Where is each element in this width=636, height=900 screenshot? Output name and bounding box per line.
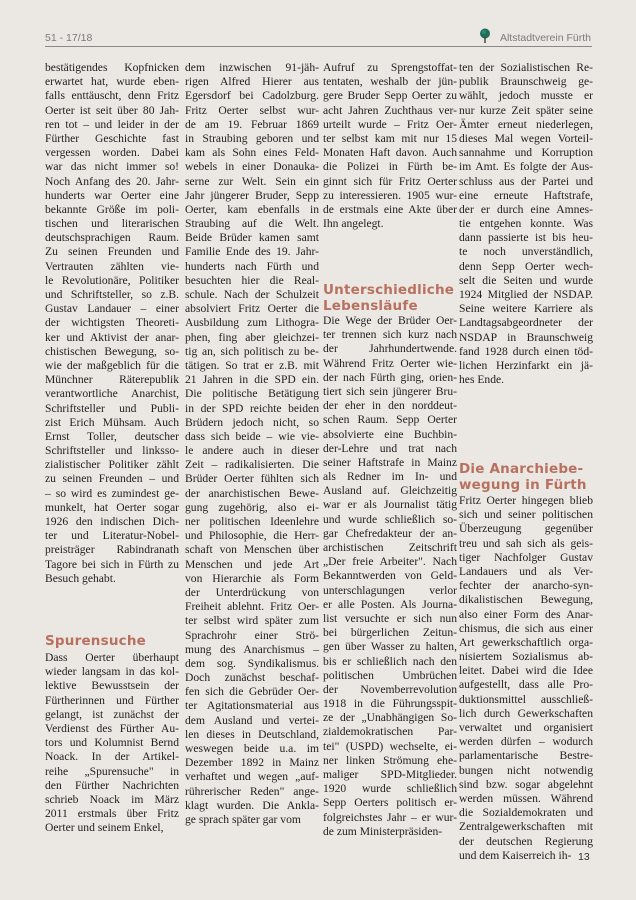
- text-line: hunderts nach Fürth und: [185, 259, 319, 273]
- text-line: len dieses in Deutschland,: [185, 727, 319, 741]
- text-line: ner linken Strömung ehe-: [323, 753, 457, 767]
- text-line: 2011 erstmals über Fritz: [45, 807, 179, 821]
- text-line: Ernst Toller, deutscher: [45, 429, 179, 443]
- paragraph: [323, 61, 457, 231]
- text-line: werden dürfen – wodurch: [459, 735, 593, 749]
- text-line: Zentralgewerkschaften mit: [459, 820, 593, 834]
- text-line: weswegen beide u.a. im: [185, 742, 319, 755]
- text-line: werden müssen. Während: [459, 791, 593, 805]
- text-line: publik Braunschweig ge-: [459, 75, 593, 89]
- text-line: eine erneute Haftstrafe,: [459, 188, 593, 202]
- text-line: treu und sah sich als geis-: [459, 536, 593, 550]
- text-line: ner politischen Ideenlehre: [185, 515, 319, 528]
- text-line: wie der maßgeblich für die: [45, 358, 179, 372]
- text-line: Ämter erneut niederlegen,: [459, 117, 593, 131]
- text-line: ren tot – und leider in der: [45, 117, 179, 131]
- text-line: und Philosophie, die Herr-: [185, 529, 319, 543]
- text-line: in der SPD reichte beiden: [185, 401, 319, 415]
- text-line: Dezember 1892 in Mainz: [185, 756, 319, 770]
- text-line: lichen Herzinfarkt ein jä-: [459, 358, 593, 372]
- text-line: Monaten Haft davon. Auch: [323, 146, 457, 160]
- text-line: bungen nicht notwendig: [459, 763, 593, 777]
- text-line: dann passierte ist bis heu-: [459, 231, 593, 245]
- text-line: vergessen worden. Dabei: [45, 146, 179, 160]
- paragraph: [45, 61, 179, 586]
- text-line: erwartet hat, wurde eben-: [45, 75, 179, 89]
- text-line: dem sog. Syndikalismus.: [185, 656, 319, 670]
- text-line: 21 Jahren in die SPD ein.: [185, 373, 319, 387]
- text-line: tiert sich sein jüngerer Bru-: [323, 384, 457, 398]
- text-line: Ausland auf. Gleichzeitig: [323, 484, 457, 498]
- text-line: fen sich die Gebrüder Oer-: [185, 685, 319, 699]
- text-line: maliger SPD-Mitglieder.: [323, 768, 457, 781]
- text-line: und wurde schließlich so-: [323, 512, 457, 526]
- text-line: NSDAP in Braunschweig: [459, 330, 593, 344]
- section-heading: [459, 462, 593, 493]
- text-line: der eher in den norddeut-: [323, 399, 457, 413]
- text-line: dem Ausland und vertei-: [185, 713, 319, 727]
- text-line: bestätigendes Kopfnicken: [45, 61, 179, 74]
- paragraph: [45, 651, 179, 835]
- text-line: Münchner Räterepublik: [45, 373, 179, 387]
- text-line: 1918 in die Führungsspit-: [323, 697, 457, 711]
- text-line: nur kurze Zeit später seine: [459, 103, 593, 117]
- text-line: die Sozialdemokraten und: [459, 806, 593, 820]
- text-line: als Redner im In- und: [323, 470, 457, 484]
- text-line: deutschsprachigen Raum.: [45, 231, 179, 245]
- text-line: reihe „Spurensuche" in: [45, 764, 179, 778]
- text-line: denn Sepp Oerter wech-: [459, 259, 593, 273]
- text-line: hunderts war Oerter eine: [45, 188, 179, 202]
- text-line: munkelt, hat Oerter sogar: [45, 500, 179, 514]
- text-line: von Hierarchie als Form: [185, 571, 319, 585]
- text-line: Gustav Landauer – einer: [45, 302, 179, 316]
- text-line: Landauers und als Ver-: [459, 564, 593, 578]
- text-line: politischen Umbrüchen: [323, 668, 457, 682]
- text-line: archistischen Zeitschrift: [323, 541, 457, 554]
- text-line: Oerter und seinem Enkel,: [45, 821, 164, 835]
- text-line: Seine weitere Karriere als: [459, 302, 593, 316]
- text-line: der-Lehre und trat nach: [323, 441, 457, 455]
- text-line: Noack. In der Artikel-: [45, 750, 179, 764]
- text-line: Doch zunächst beschaf-: [185, 671, 319, 685]
- text-line: leitet. Dabei wird die Idee: [459, 664, 593, 678]
- text-line: bis er schließlich nach den: [323, 654, 457, 668]
- text-line: sannahme und Korruption: [459, 146, 593, 160]
- text-line: gere Bruder Sepp Oerter zu: [323, 89, 457, 103]
- text-line: tig an, sich politisch zu be-: [185, 344, 319, 358]
- text-line: Fritz Oerter hingegen blieb: [459, 494, 593, 507]
- text-line: tätigen. So trat er z.B. mit: [185, 358, 319, 372]
- text-line: tei" (USPD) wechselte, ei-: [323, 739, 457, 753]
- text-line: Zu seinen Freunden und: [45, 245, 179, 259]
- text-line: 1926 den indischen Dich-: [45, 515, 179, 528]
- text-line: webels in einer Donauka-: [185, 160, 319, 174]
- text-line: ter trennen sich kurz nach: [323, 328, 457, 342]
- text-line: fechter der anarcho-syn-: [459, 579, 593, 593]
- text-line: wieder langsam in das kol-: [45, 665, 179, 679]
- text-line: parlamentarische Bestre-: [459, 749, 593, 763]
- text-line: Straubing auf die Welt.: [185, 217, 319, 231]
- text-line: tischen und literarischen: [45, 217, 179, 231]
- text-line: bei bürgerlichen Zeitun-: [323, 626, 457, 640]
- text-line: Menschen und jede Art: [185, 557, 319, 571]
- text-line: dem inzwischen 91-jäh-: [185, 61, 319, 74]
- text-line: tiger Nachfolger Gustav: [459, 550, 593, 564]
- text-line: Dass Oerter überhaupt: [45, 651, 179, 664]
- text-line: de am 19. Februar 1869: [185, 117, 319, 131]
- text-line: der Novemberrevolution: [323, 682, 457, 696]
- text-line: Egersdorf bei Cadolzburg.: [185, 89, 319, 103]
- text-line: im Amt. Es folgte der Aus-: [459, 160, 593, 174]
- text-line: ten der Sozialistischen Re-: [459, 61, 593, 74]
- text-line: de zum Ministerpräsiden-: [323, 824, 443, 838]
- text-line: Bekanntwerden von Geld-: [323, 569, 457, 583]
- text-line: Freiheit ablehnt. Fritz Oer-: [185, 600, 319, 614]
- issue-number: 51 - 17/18: [45, 32, 93, 44]
- text-line: Landtagsabgeordneter der: [459, 316, 593, 330]
- text-line: der Jahrhundertwende.: [323, 342, 457, 356]
- text-line: folgreichstes Jahr – er wur-: [323, 810, 457, 824]
- text-line: Ausbildung zum Lithogra-: [185, 316, 319, 330]
- text-line: verwaltet und organisiert: [459, 721, 593, 734]
- text-line: falls enttäuscht, denn Fritz: [45, 89, 179, 103]
- text-line: 1924 Mitglied der NSDAP.: [459, 288, 593, 301]
- text-line: selt die Seiten und wurde: [459, 273, 593, 287]
- text-line: Die politische Betätigung: [185, 387, 319, 401]
- text-line: schen Raum. Sepp Oerter: [323, 413, 457, 427]
- text-line: fand 1928 durch einen töd-: [459, 344, 593, 358]
- text-line: die Polizei in Fürth be-: [323, 160, 457, 174]
- text-line: gung zugehörig, also ei-: [185, 500, 319, 514]
- text-line: den Fürther Nachrichten: [45, 778, 179, 792]
- text-line: sind bzw. sogar abgelehnt: [459, 777, 593, 791]
- text-line: ze der „Unabhängigen So-: [323, 711, 457, 725]
- heading-line: Unterschiedliche: [323, 282, 455, 298]
- section-heading: [45, 634, 179, 650]
- text-line: absolviert Fritz Oerter die: [185, 302, 319, 316]
- text-line: zu interessieren. 1905 wur-: [323, 188, 457, 202]
- text-line: de erstmals eine Akte über: [323, 202, 457, 216]
- paragraph: [185, 61, 319, 827]
- text-line: lich durch Gewerkschaften: [459, 706, 593, 720]
- text-line: tors und Kolumnist Bernd: [45, 736, 179, 750]
- text-line: dieses Mal wegen Vorteil-: [459, 131, 593, 145]
- paragraph: [459, 61, 593, 387]
- text-line: Vertrauten zählten vie-: [45, 259, 179, 273]
- text-line: le andere auch in dieser: [185, 444, 319, 458]
- text-line: preisträger Rabindranath: [45, 543, 179, 557]
- text-line: ker und Aktivist der anar-: [45, 330, 179, 344]
- text-line: der deutschen Regierung: [459, 834, 593, 848]
- text-line: schrieb Noack im März: [45, 792, 179, 806]
- text-line: Verdienst des Fürther Au-: [45, 721, 179, 735]
- text-line: aufgestellt, dass alle Pro-: [459, 678, 593, 692]
- text-line: duktionsmittel ausschließ-: [459, 692, 593, 706]
- text-line: Tagore bei sich in Fürth zu: [45, 557, 179, 571]
- text-line: Schriftsteller und Publi-: [45, 401, 179, 415]
- text-line: verantwortliche Anarchist,: [45, 387, 179, 401]
- text-line: Die Wege der Brüder Oer-: [323, 314, 457, 327]
- text-line: Fürther Geschichte fast: [45, 131, 179, 145]
- text-line: ter selbst wird später zum: [185, 614, 319, 628]
- text-line: phen, fing aber gleichzei-: [185, 330, 319, 344]
- text-line: war das nicht immer so!: [45, 160, 179, 174]
- text-line: Oerter ist seit über 80 Jah-: [45, 103, 179, 117]
- text-line: Ihn angelegt.: [323, 217, 384, 231]
- text-line: dass sich beide – wie vie-: [185, 429, 319, 443]
- text-line: und Schriftsteller, so z.B.: [45, 288, 179, 301]
- text-line: ginnt sich für Fritz Oerter: [323, 174, 457, 188]
- text-line: schule. Nach der Schulzeit: [185, 288, 319, 301]
- text-line: bekannte Größe im poli-: [45, 202, 179, 216]
- text-line: seiner Haftstrafe in Mainz: [323, 455, 457, 469]
- text-line: der anarchistischen Bewe-: [185, 486, 319, 500]
- text-line: der er durch eine Amnes-: [459, 202, 593, 216]
- text-line: schluss aus der Partei und: [459, 174, 593, 188]
- text-line: ter und Literatur-Nobel-: [45, 529, 179, 543]
- text-line: Art gewerkschaftlich orga-: [459, 635, 593, 649]
- text-line: te noch unverständlich,: [459, 245, 593, 259]
- text-line: Sepp Oerters politisch er-: [323, 796, 457, 810]
- text-line: chismus, die sich aus einer: [459, 621, 593, 635]
- text-line: war er als Journalist tätig: [323, 498, 457, 512]
- text-line: zu seinen Freunden – und: [45, 472, 179, 486]
- text-line: klagt wurden. Die Ankla-: [185, 798, 319, 812]
- text-line: rigen Alfred Hierer aus: [185, 75, 319, 89]
- text-line: rührerischer Reden" ange-: [185, 784, 319, 798]
- text-line: list versuchte er sich nun: [323, 611, 457, 625]
- heading-line: wegung in Fürth: [459, 476, 587, 493]
- text-line: le Revolutionäre, Politiker: [45, 273, 179, 287]
- page-number: 13: [578, 851, 590, 863]
- text-line: 1920 wurde schließlich: [323, 782, 457, 796]
- text-line: tentaten, weshalb der jün-: [323, 75, 457, 89]
- heading-line: Die Anarchiebe-: [459, 461, 584, 477]
- text-line: wählt, jedoch musste er: [459, 89, 593, 103]
- heading-line: Lebensläufe: [323, 297, 418, 314]
- text-line: schaft von Menschen über: [185, 543, 319, 557]
- text-line: zialistischer Politiker zählt: [45, 458, 179, 472]
- text-line: ge sprach später gar vom: [185, 812, 301, 826]
- text-line: – so wird es zumindest ge-: [45, 486, 179, 500]
- text-line: er alle Posten. Als Journa-: [323, 597, 457, 611]
- text-line: sich und seiner politischen: [459, 508, 593, 522]
- text-line: Besuch gehabt.: [45, 571, 116, 585]
- text-line: chistischen Bewegung, so-: [45, 344, 179, 358]
- text-line: Zeit – radikalisierten. Die: [185, 458, 319, 472]
- text-line: serne zur Welt. Sein ein: [185, 174, 319, 188]
- text-line: gelangt, ist zunächst der: [45, 707, 179, 721]
- text-line: tie entgehen konnte. Was: [459, 217, 593, 231]
- text-line: Fritz Oerter selbst wur-: [185, 103, 319, 117]
- text-line: zist Erich Mühsam. Auch: [45, 415, 179, 429]
- text-line: ter Agitationsmaterial aus: [185, 699, 319, 713]
- text-line: Familie Ende des 19. Jahr-: [185, 245, 319, 259]
- text-line: Brüdern jedoch nicht, so: [185, 415, 319, 429]
- text-line: unterschlagungen verlor: [323, 583, 457, 597]
- text-line: urteilt wurde – Fritz Oer-: [323, 117, 457, 131]
- text-line: der nach Fürth ging, orien-: [323, 370, 457, 384]
- text-line: Überzeugung gegenüber: [459, 522, 593, 536]
- text-line: Oerter, kam ebenfalls in: [185, 202, 319, 216]
- text-line: Beide Brüder kamen samt: [185, 231, 319, 245]
- text-line: verhaftet und wegen „auf-: [185, 770, 319, 784]
- text-line: gar Chefredakteur der an-: [323, 526, 457, 540]
- text-line: Aufruf zu Sprengstoffat-: [323, 61, 457, 74]
- header-divider: [45, 46, 592, 47]
- text-line: in Straubing geboren und: [185, 131, 319, 145]
- text-line: und dem Kaiserreich ih-: [459, 848, 572, 862]
- text-line: „Der freie Arbeiter". Nach: [323, 555, 457, 569]
- tree-logo-icon: [479, 28, 491, 44]
- text-line: acht Jahren Zuchthaus ver-: [323, 103, 457, 117]
- text-line: lektive Bewusstsein der: [45, 679, 179, 693]
- text-line: mung des Anarchismus –: [185, 642, 319, 656]
- text-line: ter selbst kam mit nur 15: [323, 131, 457, 145]
- text-line: der Unterdrückung von: [185, 585, 319, 599]
- heading-line: Spurensuche: [45, 633, 147, 649]
- text-line: Während Fritz Oerter wie-: [323, 356, 457, 370]
- text-line: Fürtherinnen und Fürther: [45, 693, 179, 707]
- text-line: dikalistischen Bewegung,: [459, 593, 593, 607]
- section-heading: [323, 283, 457, 314]
- text-line: gen über Wasser zu halten,: [323, 640, 457, 654]
- text-line: Sprachrohr einer Strö-: [185, 628, 319, 642]
- text-line: zialdemokratischen Par-: [323, 725, 457, 739]
- text-line: kam als Sohn eines Feld-: [185, 146, 319, 160]
- publisher-name: Altstadtverein Fürth: [499, 32, 591, 44]
- text-line: also einer Form des Anar-: [459, 607, 593, 621]
- paragraph: [323, 314, 457, 839]
- text-line: Jahr jüngerer Bruder, Sepp: [185, 188, 319, 202]
- text-line: Noch Anfang des 20. Jahr-: [45, 174, 179, 188]
- paragraph: [459, 494, 593, 863]
- text-line: Schriftsteller und linksso-: [45, 444, 179, 458]
- text-line: hes Ende.: [459, 373, 505, 387]
- text-line: Brüder Oerter fühlten sich: [185, 472, 319, 486]
- text-line: der wichtigsten Theoreti-: [45, 316, 179, 330]
- text-line: nisiertem Sozialismus ab-: [459, 650, 593, 664]
- text-line: besuchten hier die Real-: [185, 273, 319, 287]
- text-line: absolvierte eine Buchbin-: [323, 427, 457, 441]
